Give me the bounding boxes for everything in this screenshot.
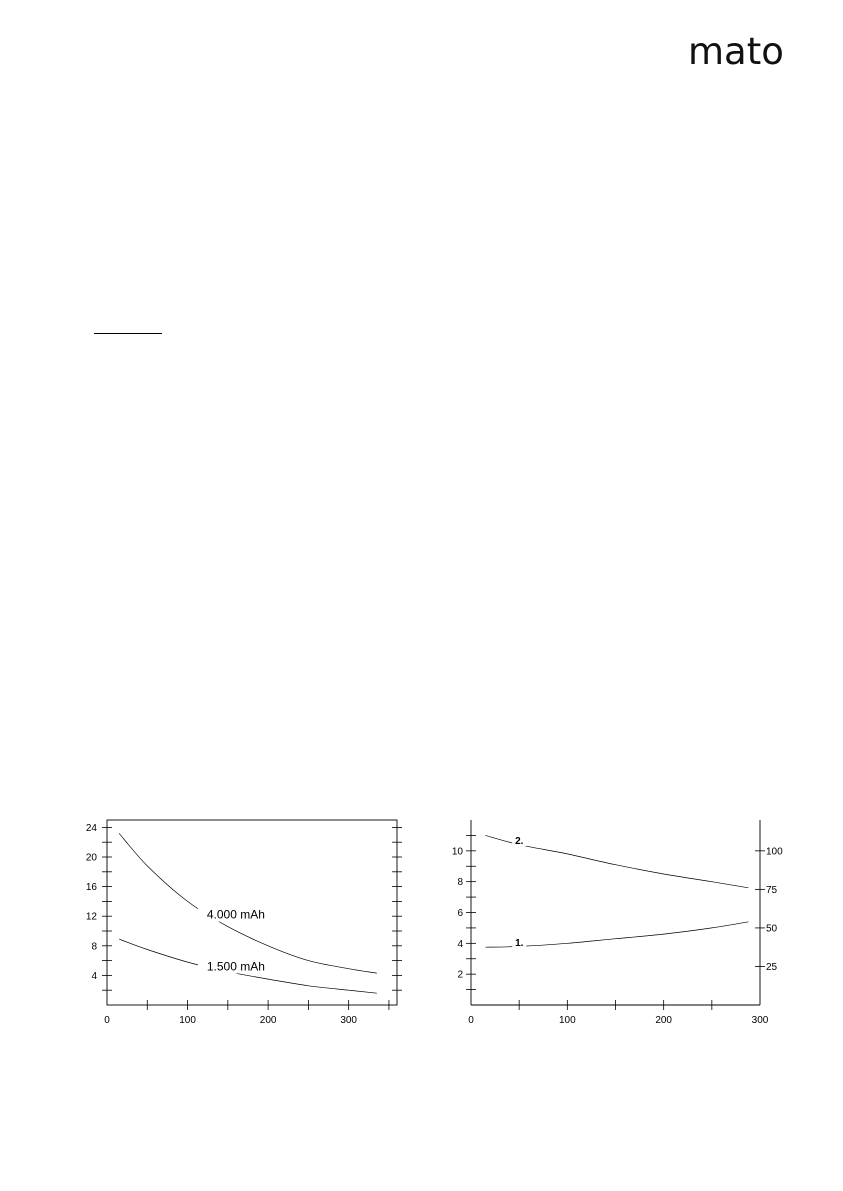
y-tick-label: 2: [457, 969, 463, 981]
y-tick-label: 16: [85, 882, 97, 894]
y2-tick-label: 25: [766, 961, 778, 973]
y-tick-label: 4: [457, 938, 463, 950]
x-tick-label: 200: [655, 1015, 673, 1026]
y-tick-label: 8: [457, 877, 463, 889]
x-tick-label: 200: [259, 1015, 277, 1026]
chart-capacity: [78, 805, 418, 1035]
heading-underline: [94, 333, 162, 334]
y2-tick-label: 75: [766, 884, 778, 896]
y2-tick-label: 50: [766, 923, 778, 935]
series-label: 1.: [515, 937, 524, 949]
series-label: 4.000 mAh: [206, 907, 265, 922]
y-tick-label: 12: [85, 911, 97, 923]
series-label: 2.: [515, 836, 524, 848]
x-tick-label: 300: [340, 1015, 358, 1026]
series-line: [119, 833, 377, 973]
chart-dual-axis: [440, 805, 790, 1035]
y-tick-label: 24: [85, 822, 97, 834]
y2-tick-label: 100: [766, 846, 783, 858]
x-tick-label: 0: [104, 1015, 110, 1026]
y-tick-label: 8: [91, 941, 97, 953]
x-tick-label: 300: [751, 1015, 769, 1026]
x-tick-label: 100: [558, 1015, 576, 1026]
x-tick-label: 100: [179, 1015, 196, 1026]
y-tick-label: 10: [451, 846, 463, 858]
x-tick-label: 0: [468, 1015, 474, 1026]
brand-logo: mato: [688, 30, 784, 73]
y-tick-label: 6: [457, 908, 463, 919]
series-label: 1.500 mAh: [206, 959, 265, 974]
y-tick-label: 20: [85, 852, 97, 864]
y-tick-label: 4: [91, 970, 97, 982]
